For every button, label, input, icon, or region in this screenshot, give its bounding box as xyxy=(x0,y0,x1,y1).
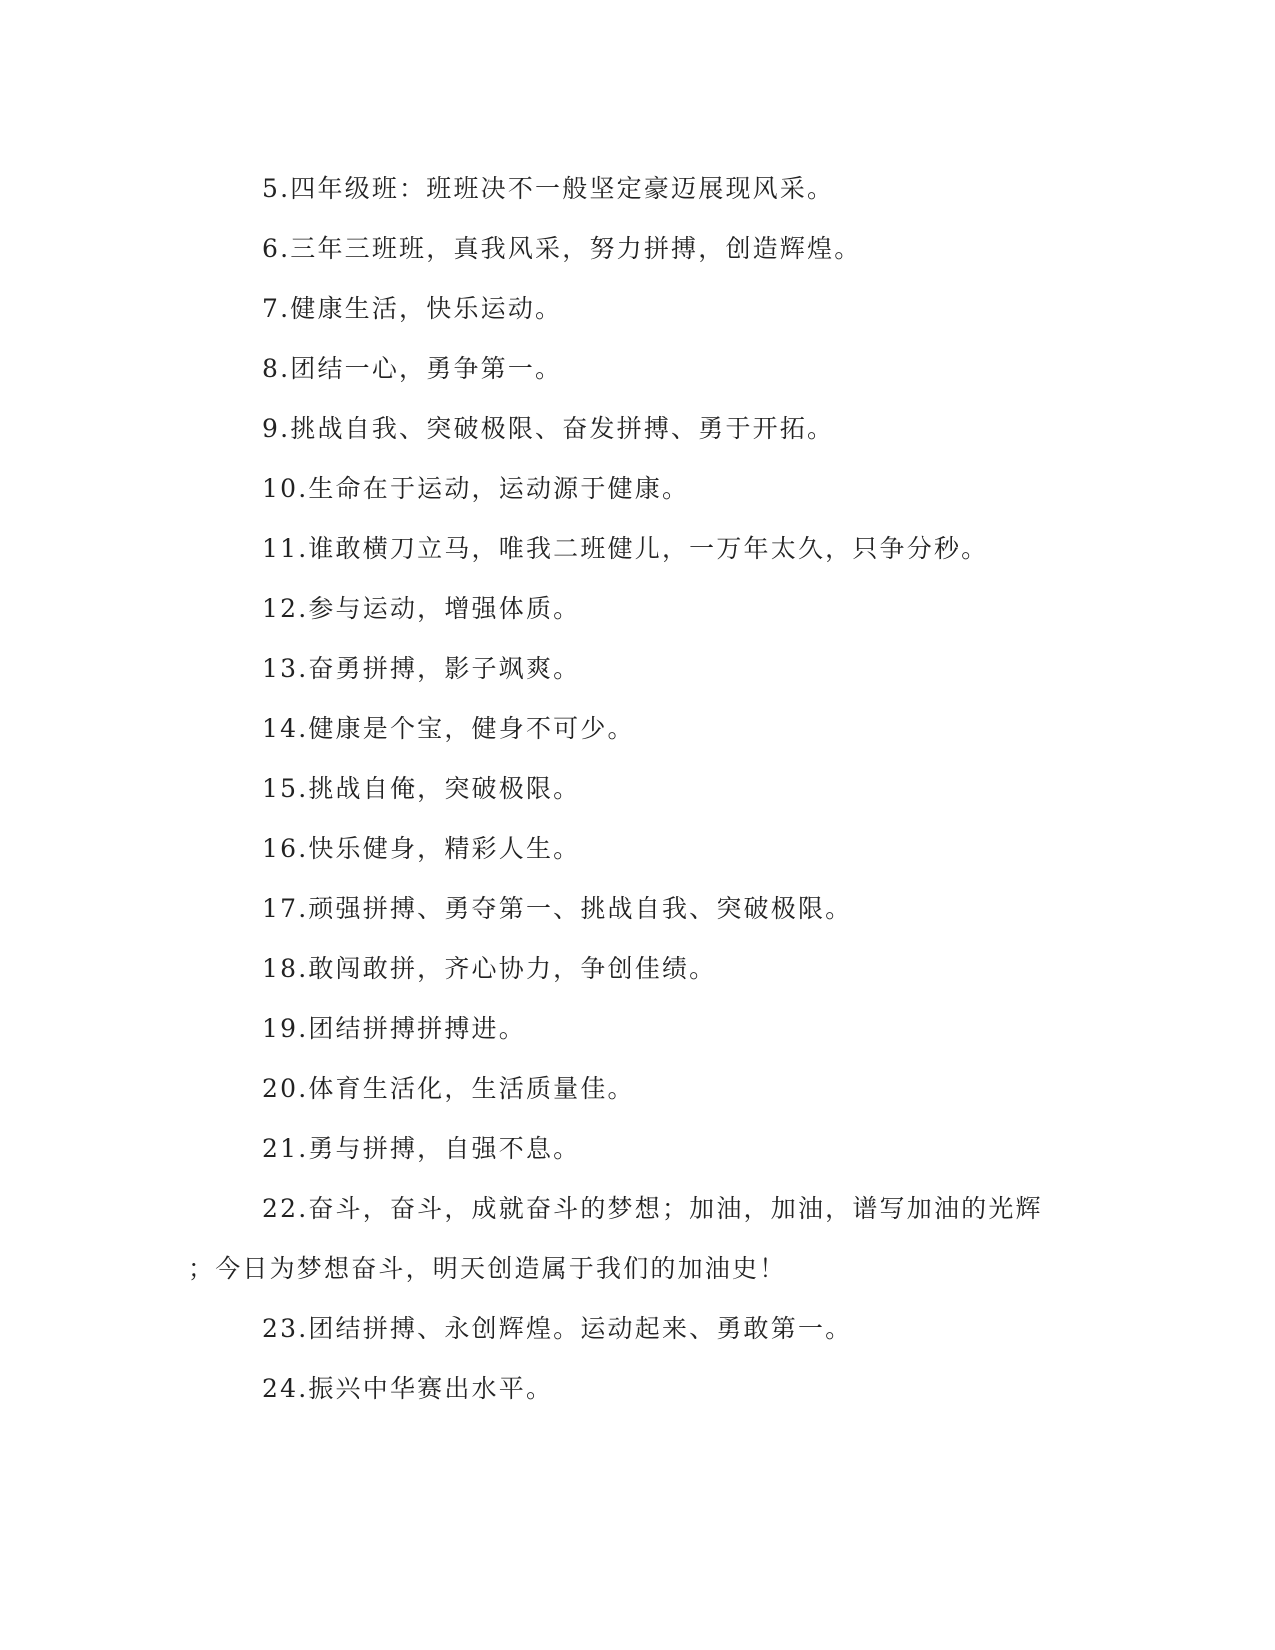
slogan-line-14: 14.健康是个宝，健身不可少。 xyxy=(262,714,635,743)
slogan-line-6: 6.三年三班班，真我风采，努力拼搏，创造辉煌。 xyxy=(262,234,862,263)
slogan-line-22-continued: ；今日为梦想奋斗，明天创造属于我们的加油史！ xyxy=(188,1254,787,1283)
slogan-line-23: 23.团结拼搏、永创辉煌。运动起来、勇敢第一。 xyxy=(262,1314,853,1343)
slogan-line-16: 16.快乐健身，精彩人生。 xyxy=(262,834,581,863)
slogan-line-18: 18.敢闯敢拼，齐心协力，争创佳绩。 xyxy=(262,954,717,983)
slogan-line-22: 22.奋斗，奋斗，成就奋斗的梦想；加油，加油，谱写加油的光辉 xyxy=(262,1194,1043,1223)
slogan-line-13: 13.奋勇拼搏，影子飒爽。 xyxy=(262,654,581,683)
slogan-line-20: 20.体育生活化，生活质量佳。 xyxy=(262,1074,635,1103)
slogan-line-24: 24.振兴中华赛出水平。 xyxy=(262,1374,554,1403)
slogan-line-12: 12.参与运动，增强体质。 xyxy=(262,594,581,623)
slogan-line-7: 7.健康生活，快乐运动。 xyxy=(262,294,563,323)
slogan-line-10: 10.生命在于运动，运动源于健康。 xyxy=(262,474,690,503)
slogan-line-9: 9.挑战自我、突破极限、奋发拼搏、勇于开拓。 xyxy=(262,414,835,443)
slogan-line-19: 19.团结拼搏拼搏进。 xyxy=(262,1014,526,1043)
slogan-line-8: 8.团结一心，勇争第一。 xyxy=(262,354,563,383)
slogan-line-21: 21.勇与拼搏，自强不息。 xyxy=(262,1134,581,1163)
slogan-line-17: 17.顽强拼搏、勇夺第一、挑战自我、突破极限。 xyxy=(262,894,853,923)
slogan-line-15: 15.挑战自俺，突破极限。 xyxy=(262,774,581,803)
slogan-line-5: 5.四年级班：班班决不一般坚定豪迈展现风采。 xyxy=(262,174,835,203)
slogan-line-11: 11.谁敢横刀立马，唯我二班健儿，一万年太久，只争分秒。 xyxy=(262,534,989,563)
